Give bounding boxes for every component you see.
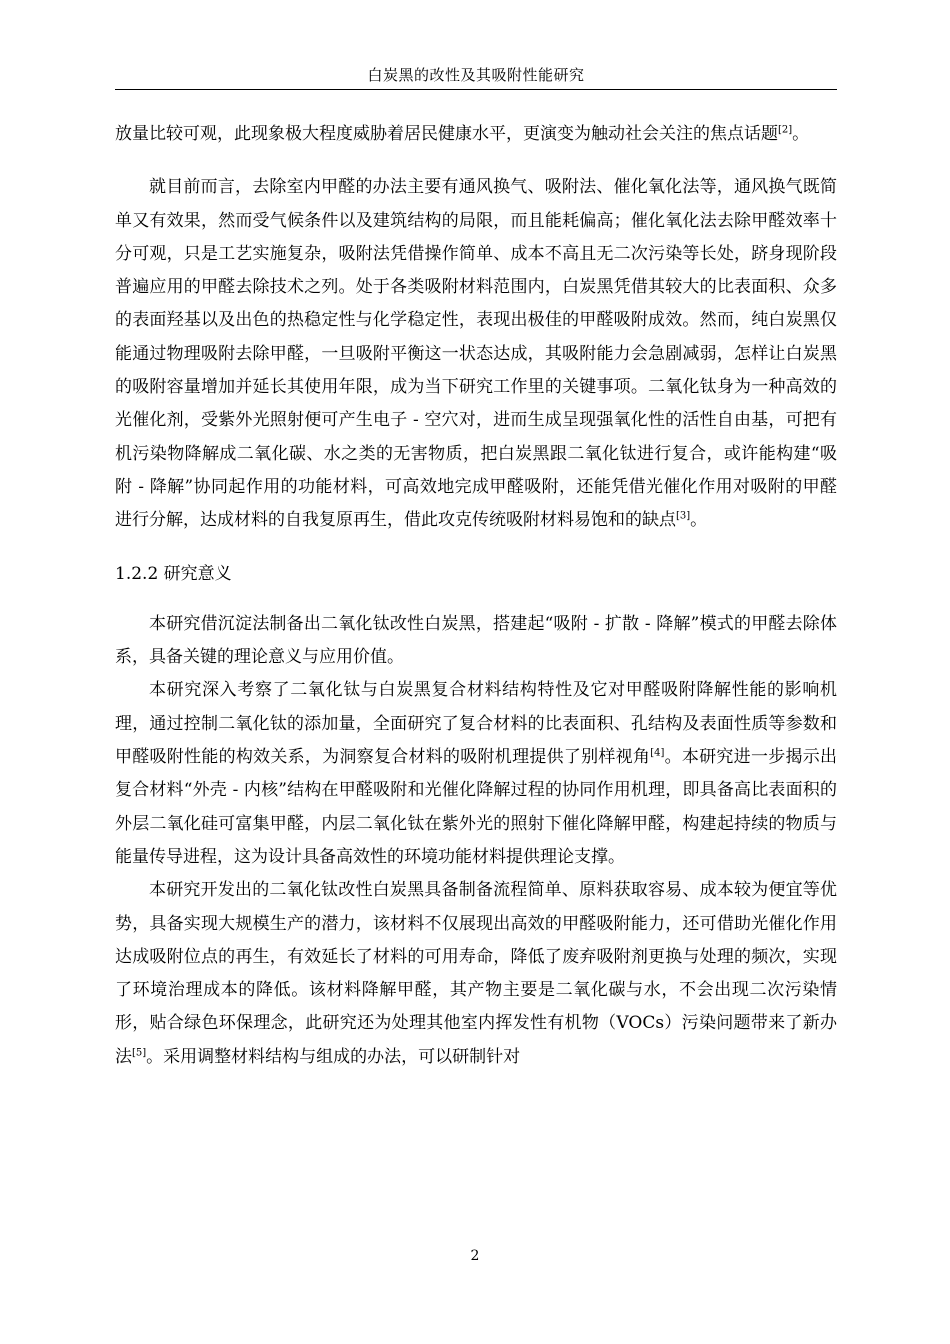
citation-ref: [3] — [676, 510, 691, 522]
paragraph-continuation — [115, 118, 837, 151]
section-heading: 1.2.2 研究意义 — [115, 563, 232, 584]
running-header: 白炭黑的改性及其吸附性能研究 — [367, 66, 585, 84]
header-divider — [115, 89, 837, 90]
paragraph-text: 。本研究进一步揭示出复合材料“外壳 - 内核”结构在甲醛吸附和光催化降解过程的协同作用机理，即具备高比表面积的外层二氧化硅可富集甲醛，内层二氧化钛在紫外光的照射下催化降解甲醛，构建起持续的物质与能量传导进程，这为设计具备高效性的环境功能材料提供理论支撑。 — [115, 747, 837, 867]
page-number: 2 — [470, 1248, 480, 1264]
citation-ref: [4] — [650, 747, 665, 759]
paragraph-research-intro: 本研究借沉淀法制备出二氧化钛改性白炭黑，搭建起“吸附 - 扩散 - 降解”模式的甲醛去除体系，具备关键的理论意义与应用价值。 — [115, 613, 837, 668]
paragraph-removal-methods — [115, 171, 837, 537]
paragraph-text: 本研究开发出的二氧化钛改性白炭黑具备制备流程简单、原料获取容易、成本较为便宜等优势，具备实现大规模生产的潜力，该材料不仅展现出高效的甲醛吸附能力，还可借助光催化作用达成吸附位点的再生，有效延长了材料的可用寿命，降低了废弃吸附剂更换与处理的频次，实现了环境治理成本的降低。该材料降解甲醛，其产物主要是二氧化碳与水，不会出现二次污染情形，贴合绿色环保理念，此研究还为处理其他室内挥发性有机物（VOCs）污染问题带来了新办法 — [115, 880, 837, 1067]
citation-ref: [5] — [132, 1047, 147, 1059]
paragraph-text: 就目前而言，去除室内甲醛的办法主要有通风换气、吸附法、催化氧化法等，通风换气既简单又有效果，然而受气候条件以及建筑结构的局限，而且能耗偏高；催化氧化法去除甲醛效率十分可观，只是工艺实施复杂，吸附法凭借操作简单、成本不高且无二次污染等长处，跻身现阶段普遍应用的甲醛去除技术之列。处于各类吸附材料范围内，白炭黑凭借其较大的比表面积、众多的表面羟基以及出色的热稳定性与化学稳定性，表现出极佳的甲醛吸附成效。然而，纯白炭黑仅能通过物理吸附去除甲醛，一旦吸附平衡这一状态达成，其吸附能力会急剧减弱，怎样让白炭黑的吸附容量增加并延长其使用年限，成为当下研究工作里的关键事项。二氧化钛身为一种高效的光催化剂，受紫外光照射便可产生电子 - 空穴对，进而生成呈现强氧化性的活性自由基，可把有机污染物降解成二氧化碳、水之类的无害物质，把白炭黑跟二氧化钛进行复合，或许能构建“吸附 - 降解”协同起作用的功能材料，可高效地完成甲醛吸附，还能凭借光催化作用对吸附的甲醛进行分解，达成材料的自我复原再生，借此攻克传统吸附材料易饱和的缺点 — [115, 177, 837, 531]
paragraph-theoretical-significance — [115, 674, 837, 874]
paragraph-text: 。采用调整材料结构与组成的办法，可以研制针对 — [146, 1046, 521, 1067]
body-text — [115, 118, 837, 1074]
paragraph-text: 放量比较可观，此现象极大程度威胁着居民健康水平，更演变为触动社会关注的焦点话题 — [115, 124, 778, 144]
paragraph-end: 。 — [792, 124, 810, 144]
paragraph-end: 。 — [690, 510, 708, 531]
citation-ref: [2] — [778, 124, 793, 136]
paragraph-text: 本研究深入考察了二氧化钛与白炭黑复合材料结构特性及它对甲醛吸附降解性能的影响机理，通过控制二氧化钛的添加量，全面研究了复合材料的比表面积、孔结构及表面性质等参数和甲醛吸附性能的构效关系，为洞察复合材料的吸附机理提供了别样视角 — [115, 680, 837, 768]
paragraph-application-value — [115, 874, 837, 1074]
